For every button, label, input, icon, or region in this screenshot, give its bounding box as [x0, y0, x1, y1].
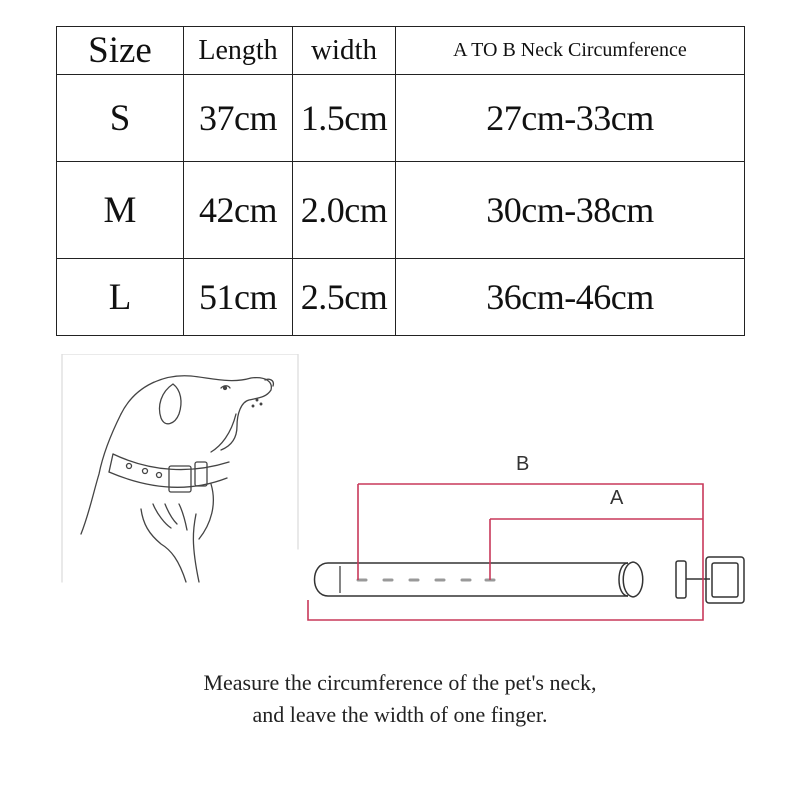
table-row	[57, 75, 745, 162]
cell-length: 37cm	[184, 75, 293, 162]
header-length: Length	[184, 27, 293, 75]
cell-neck: 36cm-46cm	[396, 259, 745, 336]
collar-strap	[315, 557, 745, 603]
table-row	[57, 162, 745, 259]
size-chart-table	[56, 26, 745, 336]
cell-width: 2.0cm	[293, 162, 396, 259]
collar-measurement-diagram	[298, 440, 768, 630]
cell-neck: 27cm-33cm	[396, 75, 745, 162]
cell-length: 42cm	[184, 162, 293, 259]
cell-length: 51cm	[184, 259, 293, 336]
cell-width: 2.5cm	[293, 259, 396, 336]
table-row	[57, 259, 745, 336]
dog-collar-illustration	[61, 354, 299, 584]
header-size: Size	[57, 27, 184, 75]
measurement-lines	[308, 484, 703, 620]
label-a: A	[610, 487, 624, 509]
cell-neck: 30cm-38cm	[396, 162, 745, 259]
caption-line-2: and leave the width of one finger.	[252, 702, 548, 727]
table-header-row	[57, 27, 745, 75]
caption-line-1: Measure the circumference of the pet's neck,	[203, 670, 597, 695]
label-b: B	[516, 453, 530, 475]
cell-size: L	[57, 259, 184, 336]
cell-size: S	[57, 75, 184, 162]
cell-width: 1.5cm	[293, 75, 396, 162]
header-width: width	[293, 27, 396, 75]
header-neck-circumference: A TO B Neck Circumference	[396, 27, 745, 75]
cell-size: M	[57, 162, 184, 259]
